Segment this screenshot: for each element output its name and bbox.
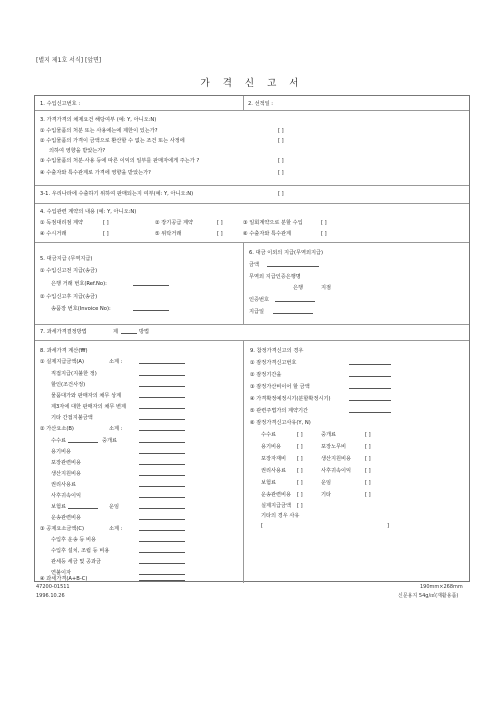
section-3-answer-box[interactable]: [ ] <box>278 170 284 176</box>
contract-answer-box[interactable]: [ ] <box>217 220 223 226</box>
bank-ref-number-field[interactable] <box>133 281 169 286</box>
reason-checkbox[interactable]: [ ] <box>297 492 303 498</box>
payment-date-label: 지급일 <box>249 309 265 315</box>
divider <box>243 340 244 583</box>
reason-checkbox[interactable]: [ ] <box>365 444 371 450</box>
duties-taxes-label: 관세등 세금 및 공과금 <box>51 559 102 565</box>
subsequent-proceeds-field[interactable] <box>139 493 185 498</box>
direct-payment-label: 직접지급(지불한 정) <box>51 371 97 377</box>
freight-label: 운임 <box>109 504 120 510</box>
provisional-declaration-number-field[interactable] <box>349 360 391 365</box>
reason-commission-label: 수수료 <box>261 432 277 438</box>
provisional-amount-label: ③ 잠정가산비이어 할 금액 <box>250 384 310 390</box>
divider <box>35 242 469 243</box>
section-3-question-2: ② 수입물품의 가격이 금액으로 환산할 수 없는 조건 또는 사정에 <box>40 138 185 144</box>
contract-answer-box[interactable]: [ ] <box>321 220 327 226</box>
section-9-heading: 9. 참정가격신고의 경우 <box>250 348 304 354</box>
insurance-label: 보험료 <box>51 504 67 510</box>
valuation-method-label: 7. 과세가격결정방법 <box>40 329 87 335</box>
contract-special-relation: ⑥ 수출자와 특수관계 <box>243 231 292 237</box>
container-cost-label: 용기비용 <box>51 449 72 455</box>
reason-checkbox[interactable]: [ ] <box>365 432 371 438</box>
debt-offset-field[interactable] <box>139 393 185 398</box>
actual-payment-subtotal-field[interactable] <box>139 359 185 364</box>
additions-label: ② 가산요소(B) <box>40 426 74 432</box>
certification-number-field[interactable] <box>275 297 315 302</box>
contract-answer-box[interactable]: [ ] <box>217 231 223 237</box>
customs-value-field[interactable] <box>139 576 185 581</box>
brokerage-label: 중개료 <box>102 438 118 444</box>
paper-spec: 신문용지 54g/㎡(재활용품) <box>398 593 459 599</box>
contract-long-term-supply: ② 장기공급 계약 <box>155 220 194 226</box>
reason-actual-payment-label: 실제지급금액 <box>261 503 292 509</box>
reason-checkbox[interactable]: [ ] <box>297 432 303 438</box>
discount-field[interactable] <box>139 382 185 387</box>
form-code: 47200-01511 <box>36 584 70 590</box>
section-3-heading: 3. 가격가격의 채제요건 해당여부 (예: Y, 아니오:N) <box>40 117 157 123</box>
reason-checkbox[interactable]: [ ] <box>365 492 371 498</box>
valuation-method-prefix: 제 <box>113 329 119 335</box>
contract-answer-box[interactable]: [ ] <box>103 231 109 237</box>
reason-other-label: 기타 <box>321 492 332 498</box>
price-declaration-form <box>34 95 470 582</box>
freight-field[interactable] <box>139 504 185 509</box>
third-party-debt-label: 제3자에 대한 판매자의 채무 변제 <box>51 404 127 410</box>
contract-spot-trade: ④ 수시거래 <box>40 231 67 237</box>
transport-related-cost-label: 운송관련비용 <box>51 515 82 521</box>
provisional-declaration-number-label: ① 잠정가격신고번호 <box>250 360 297 366</box>
subtotal-label: 소계 : <box>109 426 123 432</box>
form-date: 1996.10.26 <box>36 593 65 599</box>
certifying-bank-label: 무역외 지급인증은행명 <box>249 274 301 280</box>
shipment-date-label: 2. 선적일 : <box>248 101 274 107</box>
section-5-heading: 5. 대금지급 (무역지급) <box>40 256 93 262</box>
price-confirmation-date-label: ④ 가격확정예정시기(분할확정시기) <box>250 396 331 402</box>
amount-label: 금액 <box>249 262 260 268</box>
form-title: 가 격 신 고 서 <box>200 78 304 89</box>
divider <box>35 110 469 111</box>
import-declaration-number-label: 1. 수입신고번호 : <box>40 101 81 107</box>
form-header-tag: [별지 제1호 서식] [앞면] <box>36 57 102 64</box>
reason-checkbox[interactable]: [ ] <box>297 468 303 474</box>
divider <box>243 96 244 110</box>
reason-checkbox[interactable]: [ ] <box>365 468 371 474</box>
provisional-reason-label: ⑥ 잠정가격신고사유(Y, N) <box>250 420 311 426</box>
post-import-installation-label: 수입후 설치, 조립 등 비용 <box>51 548 110 554</box>
section-6-heading: 6. 대금 이외의 지급(무역외지급) <box>249 250 324 256</box>
valuation-method-field[interactable] <box>121 329 137 334</box>
reason-checkbox[interactable]: [ ] <box>365 456 371 462</box>
deferred-interest-label: 연불이자 <box>51 570 72 576</box>
contract-split-import: ③ 일회계약으로 분할 수입 <box>243 220 303 226</box>
deferred-interest-field[interactable] <box>139 570 185 575</box>
third-party-debt-field[interactable] <box>139 404 185 409</box>
transport-related-cost-field[interactable] <box>139 515 185 520</box>
invoice-number-field[interactable] <box>133 306 169 311</box>
payment-date-field[interactable] <box>273 309 313 314</box>
section-3-1-answer-box[interactable]: [ ] <box>278 191 284 197</box>
royalty-field[interactable] <box>139 482 185 487</box>
packing-cost-label: 포장관련비용 <box>51 460 82 466</box>
certification-number-label: 인증번호 <box>249 297 270 303</box>
section-3-answer-box[interactable]: [ ] <box>278 138 284 144</box>
duties-taxes-field[interactable] <box>139 559 185 564</box>
debt-offset-label: 물품대가와 판매자의 채무 상계 <box>51 393 122 399</box>
reason-checkbox[interactable]: [ ] <box>297 456 303 462</box>
container-cost-field[interactable] <box>139 449 185 454</box>
subsequent-proceeds-label: 사후귀속이익 <box>51 493 82 499</box>
additions-subtotal-field[interactable] <box>139 426 185 431</box>
subtotal-label: 소계 : <box>109 526 123 532</box>
section-4-heading: 4. 수입관련 계약의 내용 (예: Y, 아니오:N) <box>40 209 137 215</box>
bank-label: 은행 <box>293 285 304 291</box>
contract-answer-box[interactable]: [ ] <box>321 231 327 237</box>
provisional-amount-field[interactable] <box>349 384 391 389</box>
reason-checkbox[interactable]: [ ] <box>297 503 303 509</box>
actual-payment-label: ① 실제지급금액(A) <box>40 359 84 365</box>
post-import-installation-field[interactable] <box>139 548 185 553</box>
paper-size: 190mm×268mm <box>420 584 463 590</box>
reason-insurance-label: 보험료 <box>261 480 277 486</box>
other-indirect-payment-label: 기타 간접지불금액 <box>51 415 93 421</box>
reason-packing-labor-label: 포장노무비 <box>321 444 347 450</box>
price-confirmation-date-field[interactable] <box>349 396 391 401</box>
contract-period-field[interactable] <box>349 408 391 413</box>
other-indirect-payment-field[interactable] <box>139 415 185 420</box>
section-3-question-4: ④ 수출자와 특수관계로 가격에 영향을 받았는가? <box>40 170 151 176</box>
royalty-label: 권리사용료 <box>51 482 77 488</box>
direct-payment-field[interactable] <box>139 371 185 376</box>
section-3-question-2-continued: 의하여 영향을 받았는가? <box>49 148 106 154</box>
production-assist-label: 생산지원비용 <box>51 471 82 477</box>
reason-container-label: 용기비용 <box>261 444 282 450</box>
contract-exclusive-agency: ① 독점대리점 계약 <box>40 220 84 226</box>
valuation-method-suffix: 방법 <box>139 329 150 335</box>
other-reason-bracket-right: ] <box>387 523 390 529</box>
brokerage-field[interactable] <box>139 438 185 443</box>
other-reason-bracket-left: [ <box>261 523 264 529</box>
divider <box>243 242 244 324</box>
deductions-subtotal-field[interactable] <box>139 526 185 531</box>
reason-freight-label: 운임 <box>321 480 332 486</box>
invoice-number-label: 송품장 번호(Invoice No): <box>51 306 111 312</box>
reason-transport-cost-label: 운송관련비용 <box>261 492 292 498</box>
branch-label: 지점 <box>321 285 332 291</box>
provisional-period-label: ② 잠정기간을 <box>250 372 282 378</box>
subtotal-label: 소계 : <box>109 359 123 365</box>
production-assist-field[interactable] <box>139 471 185 476</box>
contract-period-label: ⑤ 관련주법가의 계약기간 <box>250 408 309 414</box>
deductions-label: ③ 공제요소금액(C) <box>40 526 85 532</box>
packing-cost-field[interactable] <box>139 460 185 465</box>
post-import-transport-field[interactable] <box>139 537 185 542</box>
section-3-1-text: 3-1. 우리나라에 수출하기 위하여 판매되는지 여부(예: Y, 아니오:N) <box>40 191 194 197</box>
amount-field[interactable] <box>267 262 319 267</box>
reason-royalty-label: 권리사용료 <box>261 468 287 474</box>
divider <box>35 185 469 186</box>
bank-ref-number-label: 은행 거래 번호(Ref.No): <box>51 281 107 287</box>
commission-label: 수수료 <box>51 438 67 444</box>
reason-checkbox[interactable]: [ ] <box>297 480 303 486</box>
section-3-answer-box[interactable]: [ ] <box>278 128 284 134</box>
divider <box>35 203 469 204</box>
section-3-question-1: ① 수입물품의 처분 또는 사용에는에 제한이 있는가? <box>40 128 158 134</box>
section-3-answer-box[interactable]: [ ] <box>278 158 284 164</box>
contract-answer-box[interactable]: [ ] <box>103 220 109 226</box>
payment-after-declaration: ② 수입신고후 지급(송금) <box>40 294 98 300</box>
reason-checkbox[interactable]: [ ] <box>297 444 303 450</box>
reason-brokerage-label: 중개료 <box>321 432 337 438</box>
other-reason-label: 기타의 경우 사유 <box>261 513 300 519</box>
post-import-transport-label: 수입후 운송 등 비용 <box>51 537 97 543</box>
reason-subsequent-proceeds-label: 사후귀속이익 <box>321 468 352 474</box>
reason-production-assist-label: 생산지원비용 <box>321 456 352 462</box>
discount-label: 할인(조건사정) <box>51 382 86 388</box>
divider <box>35 340 469 341</box>
provisional-period-field[interactable] <box>349 372 391 377</box>
divider <box>35 324 469 325</box>
section-3-question-3: ③ 수입물품의 처분·사용 등에 따른 이익의 일부를 판매자에게 주는가 ? <box>40 158 200 164</box>
section-8-heading: 8. 과세가격 계산(₩) <box>40 348 88 354</box>
reason-checkbox[interactable]: [ ] <box>365 480 371 486</box>
payment-before-declaration: ① 수입신고전 지급(송금) <box>40 268 98 274</box>
reason-packing-material-label: 포장자재비 <box>261 456 287 462</box>
commission-field[interactable] <box>68 438 98 443</box>
customs-value-label: ④ 과세가격(A+B-C) <box>40 576 88 582</box>
insurance-field[interactable] <box>68 504 98 509</box>
contract-consignment: ⑤ 위탁거래 <box>155 231 182 237</box>
